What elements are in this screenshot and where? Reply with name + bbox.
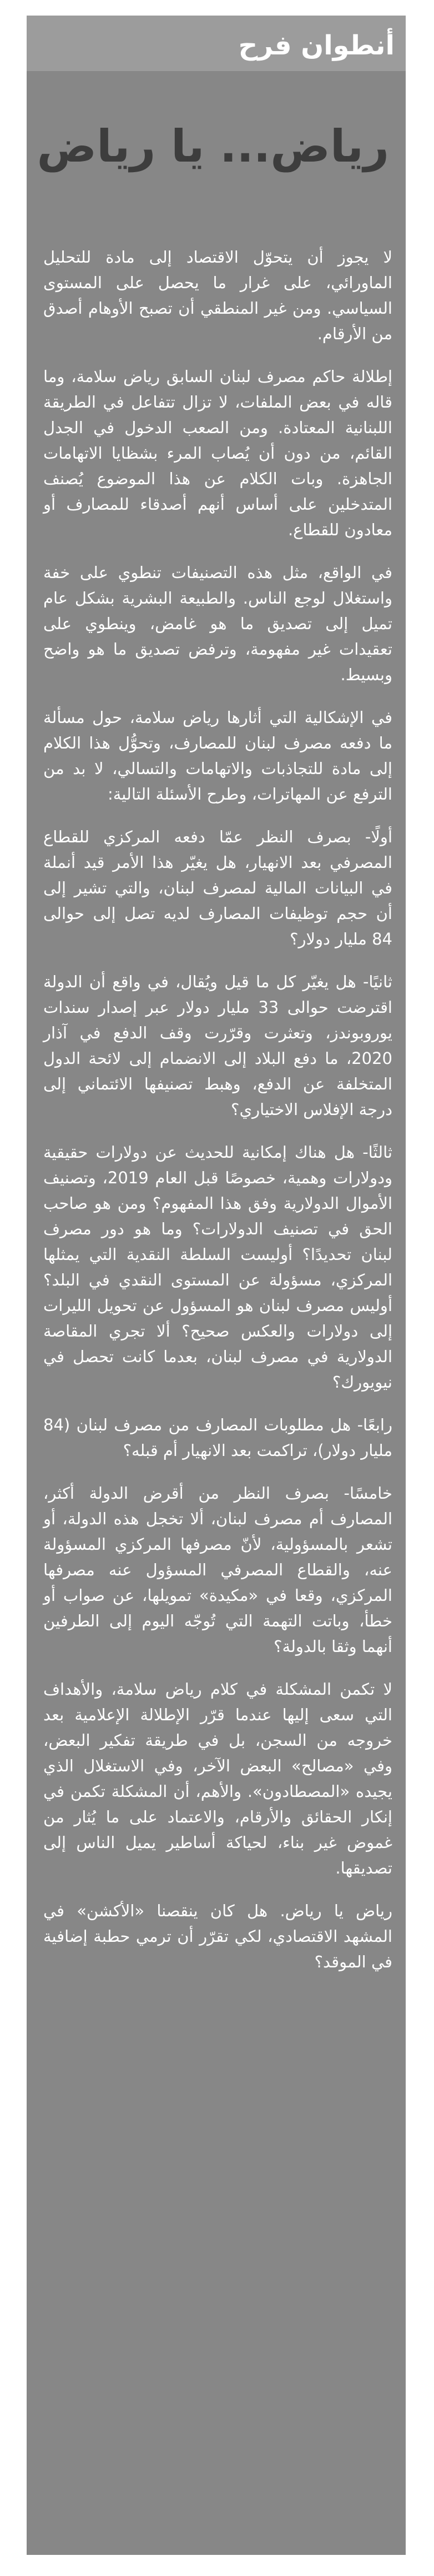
article-paragraph: ثالثًا- هل هناك إمكانية للحديث عن دولارات حقيقية ودولارات وهمية، خصوصًا قبل العام 2019، وتصنيف الأموال الدولارية وفق هذا المفهوم؟ ومن هو صاحب الحق في تصنيف الدولارات؟ وما هو دور مصرف لبنان تحديدًا؟ أوليست السلطة النقدية التي يمثلها المركزي، مسؤولة عن المستوى النقدي في البلد؟ أوليس مصرف لبنان هو المسؤول عن تحويل الليرات إلى دولارات والعكس صحيح؟ ألا تجري المقاصة الدولارية في مصرف لبنان، بعدما كانت تحصل في نيويورك؟ [43,1143,393,1392]
author-name: أنطوان فرح [238,30,395,61]
article-panel [27,16,406,2555]
article-paragraph: ثانيًا- هل يغيّر كل ما قيل ويُقال، في واقع أن الدولة اقترضت حوالى 33 مليار دولار عبر إصدار سندات يوروبوندز، وتعثرت وقرّرت وقف الدفع في آذار 2020، ما دفع البلاد إلى الانضمام إلى لائحة الدول المتخلفة عن الدفع، وهبط تصنيفها الائتماني إلى درجة الإفلاس الاختياري؟ [43,972,392,1119]
article-paragraph: في الإشكالية التي أثارها رياض سلامة، حول مسألة ما دفعه مصرف لبنان للمصارف، وتحوُّل هذا الكلام إلى مادة للتجاذبات والاتهامات والتسالي، لا بد من الترفع عن المهاترات، وطرح الأسئلة التالية: [43,708,392,804]
article-paragraph: رابعًا- هل مطلوبات المصارف من مصرف لبنان (84 مليار دولار)، تراكمت بعد الانهيار أم قبله؟ [43,1415,392,1460]
article-title: رياض... يا رياض [37,120,389,172]
article-paragraph: إطلالة حاكم مصرف لبنان السابق رياض سلامة، وما قاله في بعض الملفات، لا تزال تتفاعل في الطريقة اللبنانية المعتادة. ومن الصعب الدخول في الجدل القائم، من دون أن يُصاب المرء بشظايا الاتهامات الجاهزة. وبات الكلام عن هذا الموضوع يُصنف المتدخلين على أساس أنهم أصدقاء للمصارف أو معادون للقطاع. [43,367,392,539]
article-paragraph: رياض يا رياض. هل كان ينقصنا «الأكشن» في المشهد الاقتصادي، لكي تقرّر أن ترمي حطبة إضافية في الموقد؟ [43,1901,392,1971]
article-paragraph: في الواقع، مثل هذه التصنيفات تنطوي على خفة واستغلال لوجع الناس. والطبيعة البشرية بشكل عام تميل إلى تصديق ما هو غامض، وينطوي على تعقيدات غير مفهومة، وترفض تصديق ما هو واضح وبسيط. [43,563,392,684]
article-body [43,244,392,1975]
article-paragraph: لا يجوز أن يتحوّل الاقتصاد إلى مادة للتحليل الماورائي، على غرار ما يحصل على المستوى السياسي. ومن غير المنطقي أن تصبح الأوهام أصدق من الأرقام. [43,248,392,343]
author-header [27,16,406,71]
article-paragraph: خامسًا- بصرف النظر من أقرض الدولة أكثر، المصارف أم مصرف لبنان، ألا تخجل هذه الدولة، أو تشعر بالمسؤولية، لأنّ مصرفها المركزي المسؤولة عنه، والقطاع المصرفي المسؤول عنه مصرفها المركزي، وقعا في «مكيدة» تمويلها، عن صواب أو خطأ، وباتت التهمة التي تُوجّه اليوم إلى الطرفين أنهما وثقا بالدولة؟ [43,1484,392,1656]
article-paragraph: لا تكمن المشكلة في كلام رياض سلامة، والأهداف التي سعى إليها عندما قرّر الإطلالة الإعلامية بعد خروجه من السجن، بل في طريقة تفكير البعض، وفي «مصالح» البعض الآخر، وفي الاستغلال الذي يجيده «المصطادون». والأهم، أن المشكلة تكمن في إنكار الحقائق والأرقام، والاعتماد على ما يُثار من غموض غير بناء، لحياكة أساطير يميل الناس إلى تصديقها. [43,1680,392,1877]
article-paragraph: أولًا- بصرف النظر عمّا دفعه المركزي للقطاع المصرفي بعد الانهيار، هل يغيّر هذا الأمر قيد أنملة في البيانات المالية لمصرف لبنان، والتي تشير إلى أن حجم توظيفات المصارف لديه تصل إلى حوالى 84 مليار دولار؟ [43,827,392,948]
